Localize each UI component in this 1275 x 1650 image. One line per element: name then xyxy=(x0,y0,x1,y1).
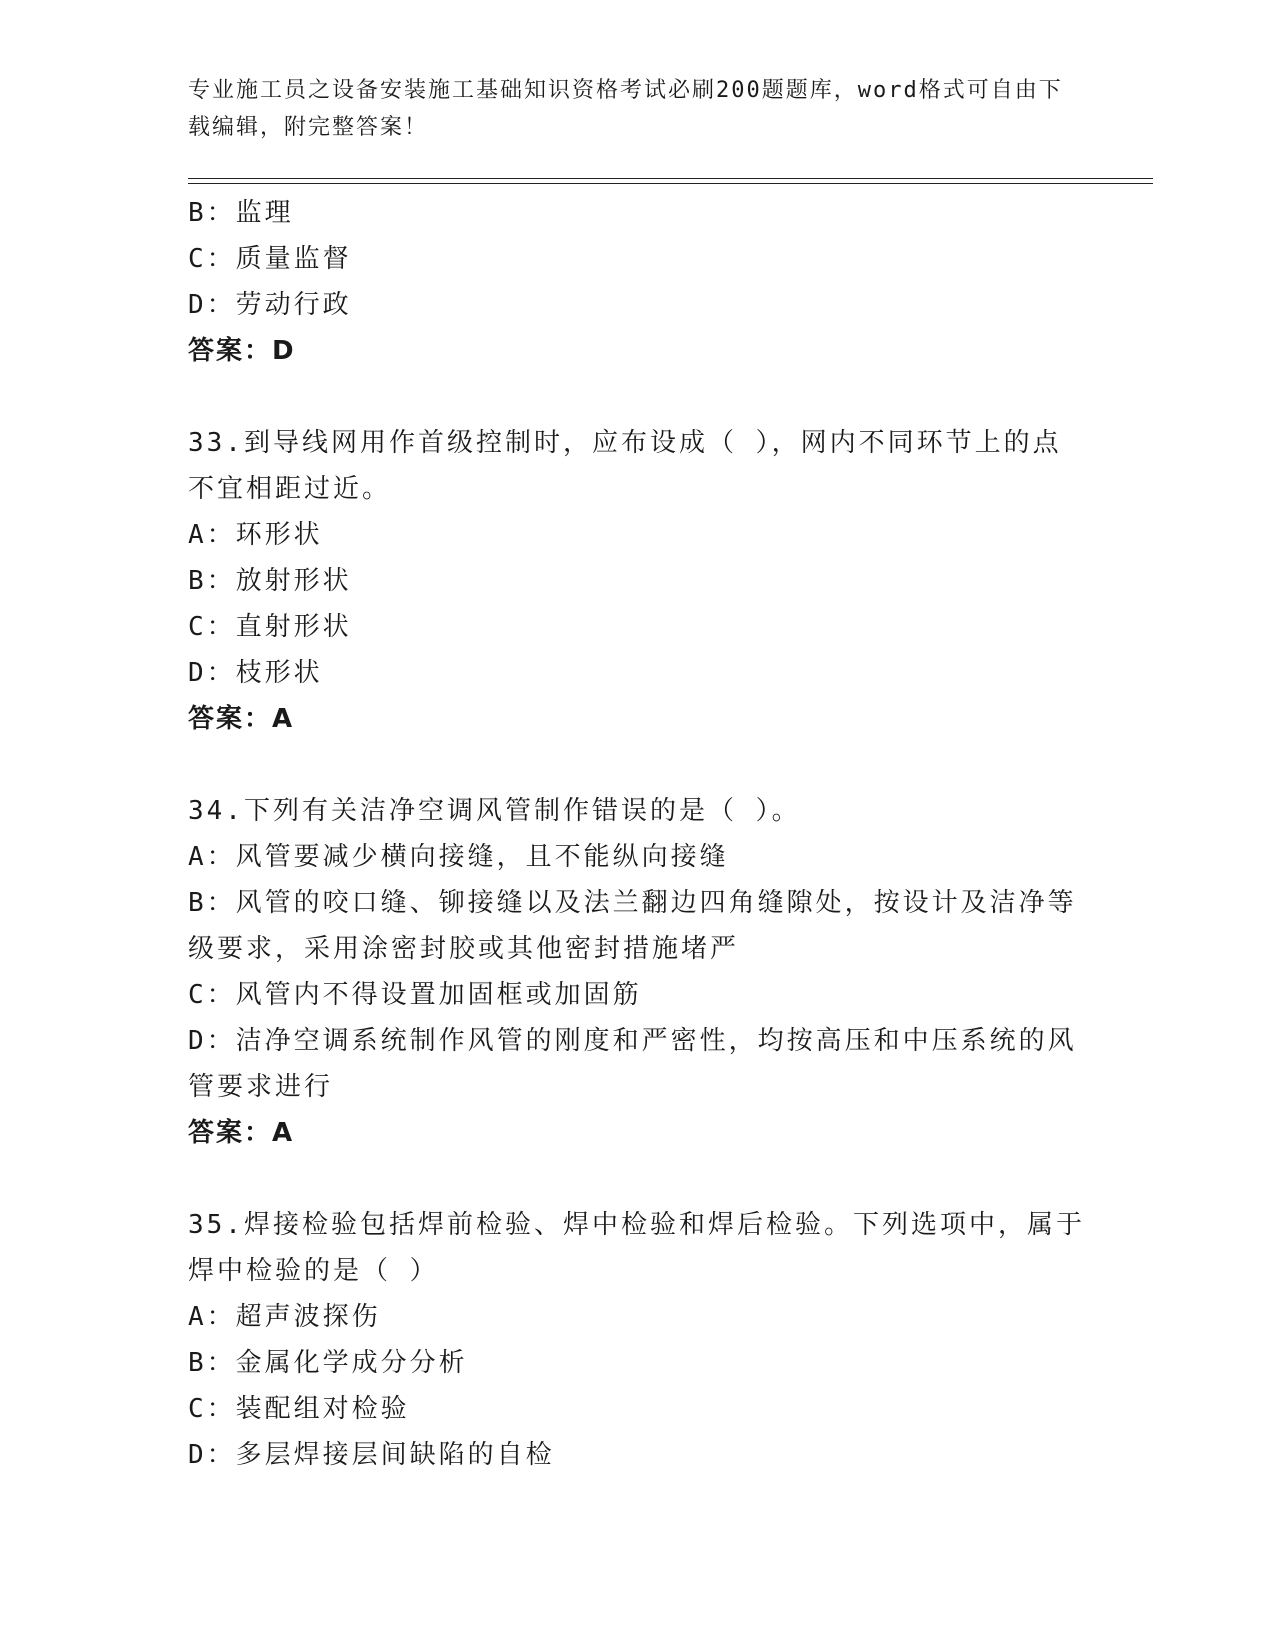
option-a: A：风管要减少横向接缝，且不能纵向接缝 xyxy=(188,842,729,872)
option-d: D：劳动行政 xyxy=(188,290,352,320)
question-32-tail xyxy=(188,190,1088,374)
option-b: B：风管的咬口缝、铆接缝以及法兰翻边四角缝隙处，按设计及洁净等级要求，采用涂密封胶或其他密封措施堵严 xyxy=(188,888,1077,964)
question-34 xyxy=(188,788,1088,1156)
document-header: 专业施工员之设备安装施工基础知识资格考试必刷200题题库，word格式可自由下载编辑，附完整答案！ xyxy=(188,78,1063,140)
option-a: A：环形状 xyxy=(188,520,323,550)
answer-line: 答案：A xyxy=(188,704,295,734)
answer-line: 答案：D xyxy=(188,336,296,366)
option-c: C：质量监督 xyxy=(188,244,352,274)
header-rule-top xyxy=(188,178,1153,179)
option-b: B：监理 xyxy=(188,198,294,228)
question-35 xyxy=(188,1202,1088,1478)
question-33 xyxy=(188,420,1088,742)
option-c: C：装配组对检验 xyxy=(188,1394,410,1424)
option-c: C：直射形状 xyxy=(188,612,352,642)
option-d: D：枝形状 xyxy=(188,658,323,688)
option-c: C：风管内不得设置加固框或加固筋 xyxy=(188,980,642,1010)
option-b: B：放射形状 xyxy=(188,566,352,596)
question-stem: 35.焊接检验包括焊前检验、焊中检验和焊后检验。下列选项中，属于焊中检验的是（ ） xyxy=(188,1210,1085,1286)
option-d: D：多层焊接层间缺陷的自检 xyxy=(188,1440,555,1470)
answer-line: 答案：A xyxy=(188,1118,295,1148)
document-body xyxy=(188,190,1088,1478)
option-b: B：金属化学成分分析 xyxy=(188,1348,468,1378)
option-d: D：洁净空调系统制作风管的刚度和严密性，均按高压和中压系统的风管要求进行 xyxy=(188,1026,1077,1102)
header-rule-bottom xyxy=(188,183,1153,184)
question-stem: 34.下列有关洁净空调风管制作错误的是（ ）。 xyxy=(188,796,801,826)
option-a: A：超声波探伤 xyxy=(188,1302,381,1332)
question-stem: 33.到导线网用作首级控制时，应布设成（ ），网内不同环节上的点不宜相距过近。 xyxy=(188,428,1062,504)
